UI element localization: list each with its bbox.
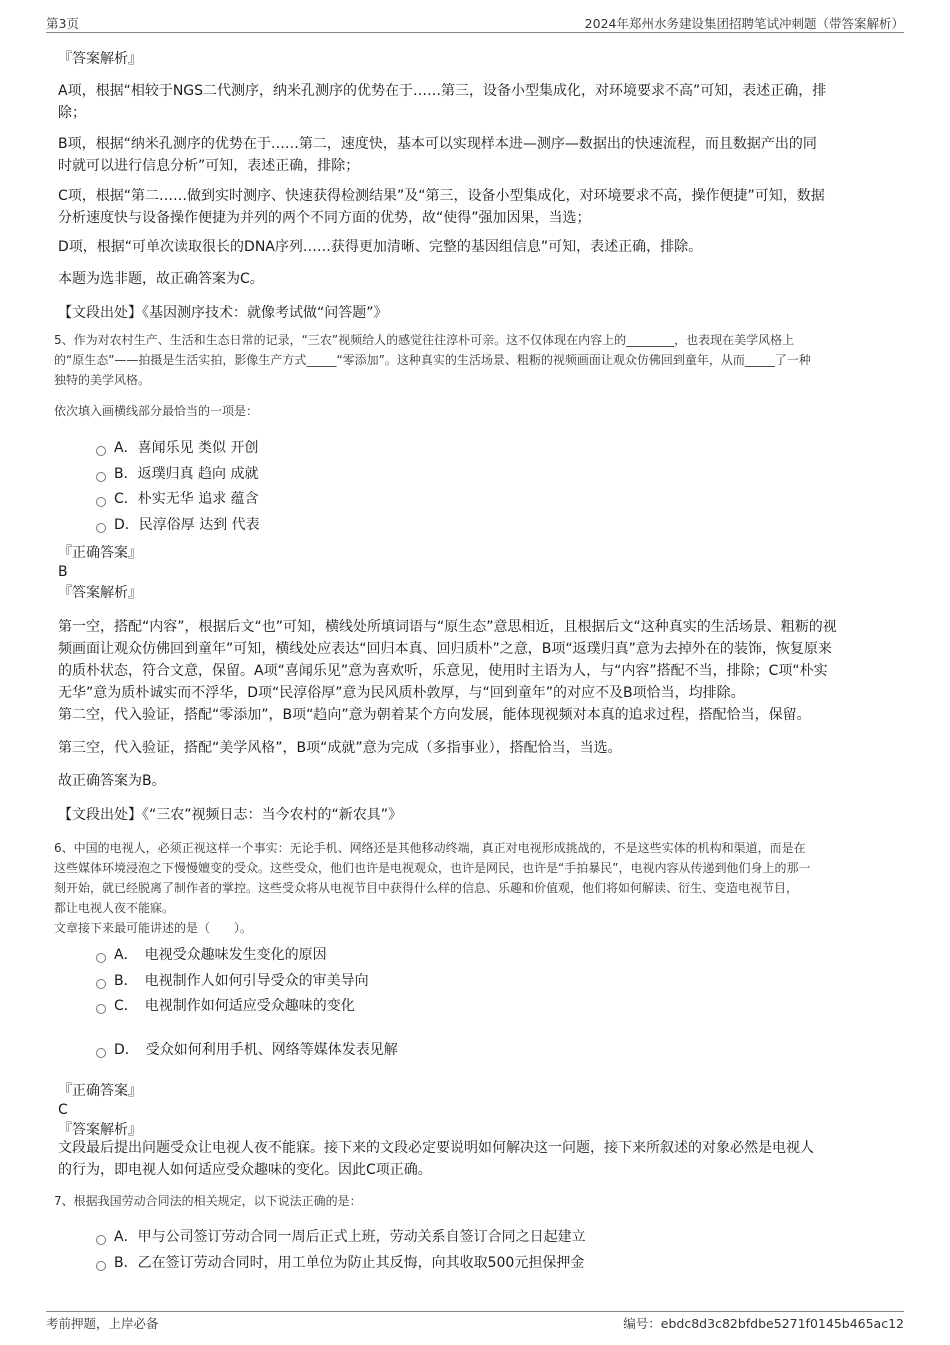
radio-icon[interactable] <box>96 523 106 533</box>
answer-label: 『正确答案』 <box>58 545 142 561</box>
radio-icon[interactable] <box>96 1048 106 1058</box>
radio-icon[interactable] <box>96 979 106 989</box>
radio-icon[interactable] <box>96 472 106 482</box>
q5-analysis-blank3: 第三空，代入验证，搭配“美学风格”，B项“成就”意为完成（多指事业），搭配恰当，当选。 <box>58 740 622 756</box>
radio-icon[interactable] <box>96 953 106 963</box>
document-title: 2024年郑州水务建设集团招聘笔试冲刺题（带答案解析） <box>584 16 904 31</box>
page-number: 第3页 <box>46 16 79 31</box>
analysis-para-d: D项，根据“可单次读取很长的DNA序列……获得更加清晰、完整的基因组信息”可知，表述正确，排除。 <box>58 239 703 255</box>
footer-divider <box>46 1311 904 1312</box>
analysis-para-c: C项，根据“第二……做到实时测序、快速获得检测结果”及“第三，设备小型集成化，对环境要求不高，操作便捷”可知，数据 分析速度快与设备操作便捷为并列的两个不同方面的优势，故“使得”强加因果，当选； <box>58 188 825 226</box>
analysis-label: 『答案解析』 <box>58 51 142 67</box>
analysis-conclusion: 本题为选非题，故正确答案为C。 <box>58 271 264 287</box>
q5-analysis-blank2: 第二空，代入验证，搭配“零添加”，B项“趋向”意为朝着某个方向发展，能体现视频对本真的追求过程，搭配恰当，保留。 <box>58 707 811 723</box>
radio-icon[interactable] <box>96 1004 106 1014</box>
q5-conclusion: 故正确答案为B。 <box>58 773 166 789</box>
q6-prompt: 文章接下来最可能讲述的是（ ）。 <box>54 921 253 935</box>
q6-analysis: 文段最后提出问题受众让电视人夜不能寐。接下来的文段必定要说明如何解决这一问题，接下来所叙述的对象必然是电视人 的行为，即电视人如何适应受众趣味的变化。因此C项正确。 <box>58 1140 814 1178</box>
radio-icon[interactable] <box>96 1261 106 1271</box>
document-code: 编号：ebdc8d3c82bfdbe5271f0145b465ac12 <box>623 1316 904 1331</box>
answer-value: C <box>58 1102 68 1118</box>
q5-stem: 5、作为对农村生产、生活和生态日常的记录，“三农”视频给人的感觉往往淳朴可亲。这不仅体现在内容上的________，也表现在美学风格上 的“原生态”——拍摄是生活实拍，影像生产方式_____“零添加”。这种真实的生活场景、粗粝的视频画面让观众仿佛回到童年，从而_____了一种 独特的美学风格。 <box>54 333 811 387</box>
radio-icon[interactable] <box>96 1235 106 1245</box>
q5-analysis-blank1: 第一空，搭配“内容”，根据后文“也”可知，横线处所填词语与“原生态”意思相近，且根据后文“这种真实的生活场景、粗粝的视 频画面让观众仿佛回到童年”可知，横线处应表达“回归本真、回归质朴”之意，B项“返璞归真”意为去掉外在的装饰，恢复原来 的质朴状态，符合文意，保留。A项“喜闻乐见”意为喜欢听，乐意见，使用时主语为人，与“内容”搭配不当，排除；C项“朴实 无华”意为质朴诚实而不浮华，D项“民淳俗厚”意为民风质朴敦厚，与“回到童年”的对应不及B项恰当，均排除。 <box>58 619 837 701</box>
analysis-para-b: B项，根据“纳米孔测序的优势在于……第二，速度快，基本可以实现样本进—测序—数据出的快速流程，而且数据产出的同 时就可以进行信息分析”可知，表述正确，排除； <box>58 136 817 174</box>
footer-slogan: 考前押题，上岸必备 <box>46 1316 159 1331</box>
answer-value: B <box>58 564 68 580</box>
source-citation: 【文段出处】《基因测序技术：就像考试做“问答题”》 <box>58 305 388 321</box>
radio-icon[interactable] <box>96 446 106 456</box>
analysis-label: 『答案解析』 <box>58 1122 142 1138</box>
analysis-para-a: A项，根据“相较于NGS二代测序，纳米孔测序的优势在于……第三，设备小型集成化，对环境要求不高”可知，表述正确，排 除； <box>58 83 827 121</box>
radio-icon[interactable] <box>96 497 106 507</box>
header-divider <box>46 32 904 33</box>
q6-stem: 6、中国的电视人，必须正视这样一个事实：无论手机、网络还是其他移动终端，真正对电视形成挑战的，不是这些实体的机构和渠道，而是在 这些媒体环境浸泡之下慢慢嬗变的受众。这些受众，他们也许是电视观众，也许是网民，也许是“手拍暴民”，电视内容从传递到他们身上的那一 刻开始，就已经脱离了制作者的掌控。这些受众将从电视节目中获得什么样的信息、乐趣和价值观，他们将如何解读、衍生、变造电视节目， 都让电视人夜不能寐。 <box>54 841 811 915</box>
q7-stem: 7、根据我国劳动合同法的相关规定，以下说法正确的是： <box>54 1194 362 1208</box>
source-citation: 【文段出处】《“三农”视频日志：当今农村的“新农具”》 <box>58 807 403 823</box>
answer-label: 『正确答案』 <box>58 1083 142 1099</box>
q5-prompt: 依次填入画横线部分最恰当的一项是： <box>54 404 259 418</box>
analysis-label: 『答案解析』 <box>58 585 142 601</box>
